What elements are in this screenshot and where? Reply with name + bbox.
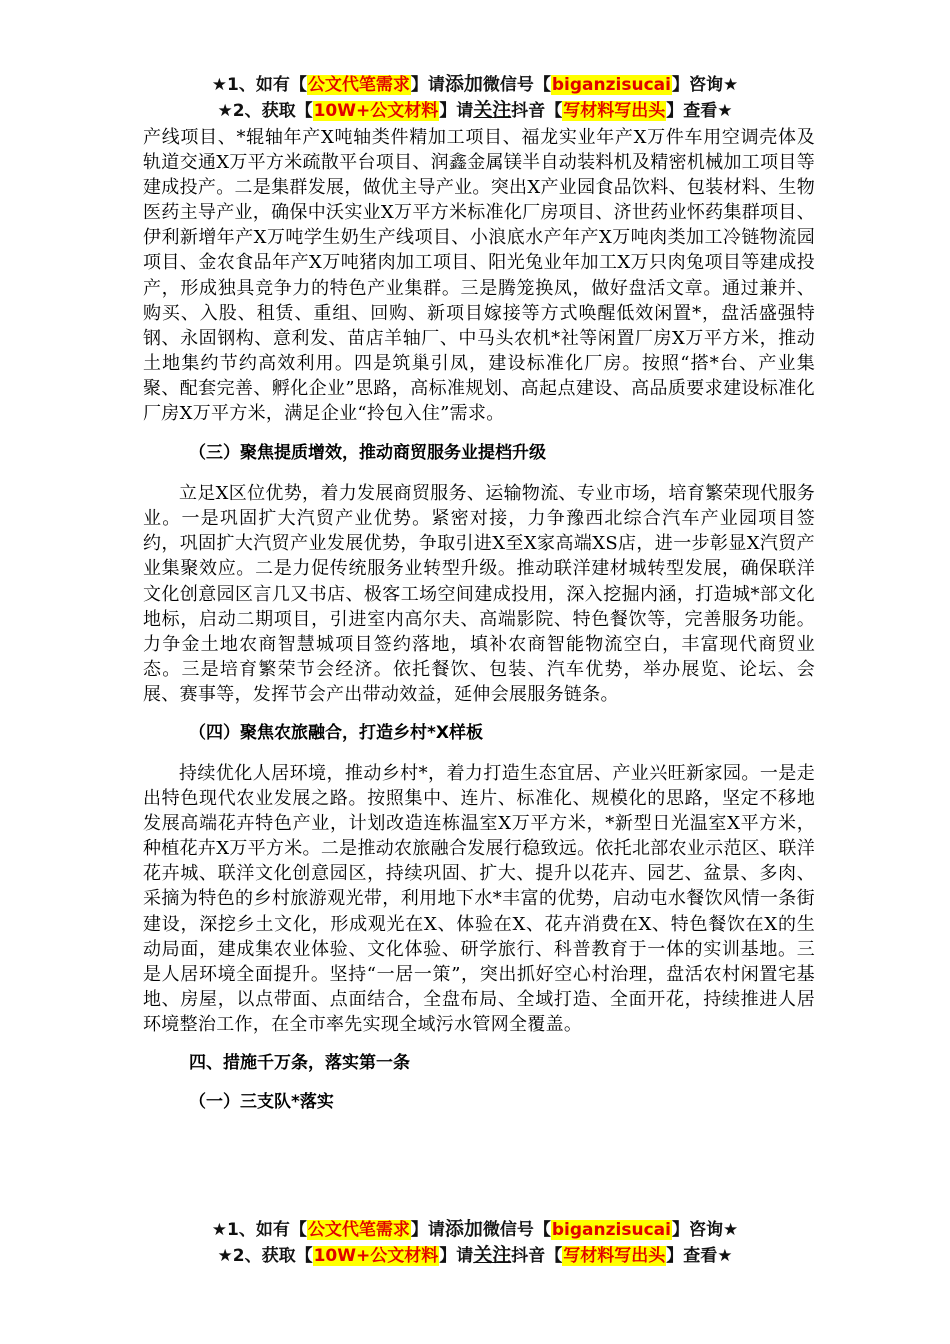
section-heading-four-1: （一）三支队*落实 xyxy=(189,1092,334,1112)
banner-emphasis: 关注 xyxy=(473,1244,512,1266)
banner-text: 】请 xyxy=(410,1220,445,1240)
banner-text: 】请 xyxy=(439,1246,474,1266)
banner-line-2 xyxy=(0,1243,950,1269)
banner-emphasis: 添加 xyxy=(444,73,483,95)
banner-text: 】查看★ xyxy=(666,101,733,121)
banner-line-2 xyxy=(0,98,950,124)
banner-wechat-id: biganzisucai xyxy=(551,1220,671,1240)
banner-text: 】咨询★ xyxy=(671,1220,739,1240)
chapter-heading-four: 四、措施千万条，落实第一条 xyxy=(189,1053,410,1073)
banner-highlight: 公文代笔需求 xyxy=(307,1220,410,1240)
document-body xyxy=(143,125,815,1115)
banner-text: 微信号【 xyxy=(482,75,551,95)
footer-banner xyxy=(0,1217,950,1269)
banner-text: ★1、如有【 xyxy=(211,1220,307,1240)
banner-wechat-id: biganzisucai xyxy=(551,75,671,95)
banner-text: 】请 xyxy=(410,75,445,95)
paragraph-agri-tourism: 持续优化人居环境，推动乡村*，着力打造生态宜居、产业兴旺新家园。一是走出特色现代农业发展之路。按照集中、连片、标准化、规模化的思路，坚定不移地发展高端花卉特色产业，计划改造连栋温室X万平方米，*新型日光温室X平方米，种植花卉X万平方米。二是推动农旅融合发展行稳致远。依托北部农业示范区、联洋花卉城、联洋文化创意园区，持续巩固、扩大、提升以花卉、园艺、盆景、多肉、采摘为特色的乡村旅游观光带，利用地下水*丰富的优势，启动屯水餐饮风情一条街建设，深挖乡土文化，形成观光在X、体验在X、花卉消费在X、特色餐饮在X的生动局面，建成集农业体验、文化体验、研学旅行、科普教育于一体的实训基地。三是人居环境全面提升。坚持“一居一策”，突出抓好空心村治理，盘活农村闲置宅基地、房屋，以点带面、点面结合，全盘布局、全域打造、全面开花，持续推进人居环境整治工作，在全市率先实现全域污水管网全覆盖。 xyxy=(143,762,815,1035)
banner-line-1 xyxy=(0,1217,950,1243)
banner-douyin-id: 写材料写出头 xyxy=(563,101,666,121)
banner-text: ★1、如有【 xyxy=(211,75,307,95)
paragraph-industry-continued: 产线项目、*辊轴年产X吨轴类件精加工项目、福龙实业年产X万件车用空调壳体及轨道交通X万平方米疏散平台项目、润鑫金属镁半自动装料机及精密机械加工项目等建成投产。二是集群发展，做优主导产业。突出X产业园食品饮料、包装材料、生物医药主导产业，确保中沃实业X万平方米标准化厂房项目、济世药业怀药集群项目、伊利新增年产X万吨学生奶生产线项目、小浪底水产年产X万吨肉类加工冷链物流园项目、金农食品年产X万吨猪肉加工项目、阳光兔业年加工X万只肉兔项目等建成投产，形成独具竞争力的特色产业集群。三是腾笼换凤，做好盘活文章。通过兼并、购买、入股、租赁、重组、回购、新项目嫁接等方式唤醒低效闲置*，盘活盛强特钢、永固钢构、意利发、苗店羊轴厂、中马头农机*社等闲置厂房X万平方米，推动土地集约节约高效利用。四是筑巢引凤，建设标准化厂房。按照“搭*台、产业集聚、配套完善、孵化企业”思路，高标准规划、高起点建设、高品质要求建设标准化厂房X万平方米，满足企业“拎包入住”需求。 xyxy=(143,127,815,425)
section-heading-4: （四）聚焦农旅融合，打造乡村*X样板 xyxy=(189,722,483,743)
banner-emphasis: 关注 xyxy=(473,99,512,121)
banner-text: 】查看★ xyxy=(666,1246,733,1266)
banner-line-1 xyxy=(0,72,950,98)
banner-text: ★2、获取【 xyxy=(217,101,313,121)
banner-highlight: 10W+公文材料 xyxy=(313,101,439,121)
banner-text: 】咨询★ xyxy=(671,75,739,95)
section-heading-3: （三）聚焦提质增效，推动商贸服务业提档升级 xyxy=(189,443,546,464)
banner-text: 】请 xyxy=(439,101,474,121)
banner-text: ★2、获取【 xyxy=(217,1246,313,1266)
banner-emphasis: 添加 xyxy=(444,1218,483,1240)
banner-highlight: 公文代笔需求 xyxy=(307,75,410,95)
banner-highlight: 10W+公文材料 xyxy=(313,1246,439,1266)
paragraph-commerce-services: 立足X区位优势，着力发展商贸服务、运输物流、专业市场，培育繁荣现代服务业。一是巩固扩大汽贸产业优势。紧密对接，力争豫西北综合汽车产业园项目签约，巩固扩大汽贸产业发展优势，争取引进X至X家高端XS店，进一步彰显X汽贸产业集聚效应。二是力促传统服务业转型升级。推动联洋建材城转型发展，确保联洋文化创意园区言几又书店、极客工场空间建成投用，深入挖掘内涵，打造城*部文化地标，启动二期项目，引进室内高尔夫、高端影院、特色餐饮等，完善服务功能。力争金土地农商智慧城项目签约落地，填补农商智能物流空白，丰富现代商贸业态。三是培育繁荣节会经济。依托餐饮、包装、汽车优势，举办展览、论坛、会展、赛事等，发挥节会产出带动效益，延伸会展服务链条。 xyxy=(143,483,815,705)
banner-douyin-id: 写材料写出头 xyxy=(563,1246,666,1266)
banner-text: 微信号【 xyxy=(482,1220,551,1240)
banner-text: 抖音【 xyxy=(511,101,563,121)
banner-text: 抖音【 xyxy=(511,1246,563,1266)
header-banner xyxy=(0,72,950,124)
